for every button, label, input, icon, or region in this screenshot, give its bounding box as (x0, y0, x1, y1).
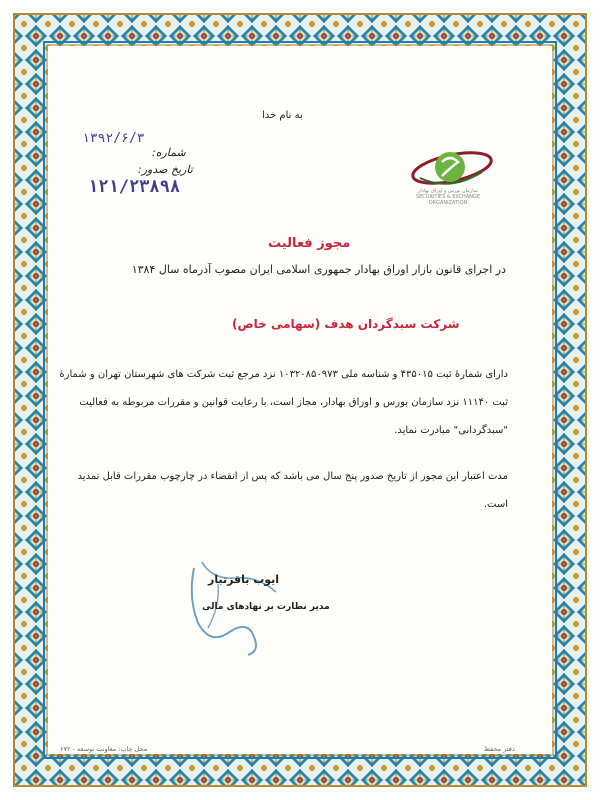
signatory-name: ایوب باقرتبار (208, 573, 280, 586)
certificate-title: مجوز فعالیت (268, 236, 351, 251)
body-line: است. (483, 499, 508, 510)
date-value: ۱۳۹۲/۶/۳ (82, 131, 145, 146)
footer-right: دفتر محفظ (484, 745, 515, 753)
logo-caption: سازمان بورس و اوراق بهادار SECURITIES & EXCHANGE ORGANIZATION (415, 188, 481, 206)
number-label: شماره: (152, 146, 186, 159)
company-name: شرکت سبدگردان هدف (سهامی خاص) (232, 317, 460, 331)
signatory-position: مدیر نظارت بر نهادهای مالی (202, 602, 330, 612)
body-line: "سبدگردانی" مبادرت نماید. (394, 425, 508, 436)
date-label: تاریخ صدور: (138, 163, 193, 176)
heading: به نام خدا (262, 110, 303, 121)
body-line: دارای شمارۀ ثبت ۴۳۵۰۱۵ و شناسه ملی ۱۰۳۲۰۸۵۰۹۷۳ نزد مرجع ثبت شرکت های شهرستان تهران و شمارۀ (59, 369, 508, 380)
footer-left: محل چاپ: معاونت توسعه - ۶۷۲ (60, 745, 148, 753)
body-line: مدت اعتبار این مجوز از تاریخ صدور پنج سال می باشد که پس از انقضاء در چارچوب مقررات قابل تمدید (77, 471, 508, 482)
number-value: ۱۲۱/۲۳۸۹۸ (88, 177, 181, 197)
body-line: ثبت ۱۱۱۴۰ نزد سازمان بورس و اوراق بهادار، مجاز است، با رعایت قوانین و مقررات مربوطه به فعالیت (79, 397, 508, 408)
intro-line: در اجرای قانون بازار اوراق بهادار جمهوری اسلامی ایران مصوب آذرماه سال ۱۳۸۴ (131, 263, 506, 276)
